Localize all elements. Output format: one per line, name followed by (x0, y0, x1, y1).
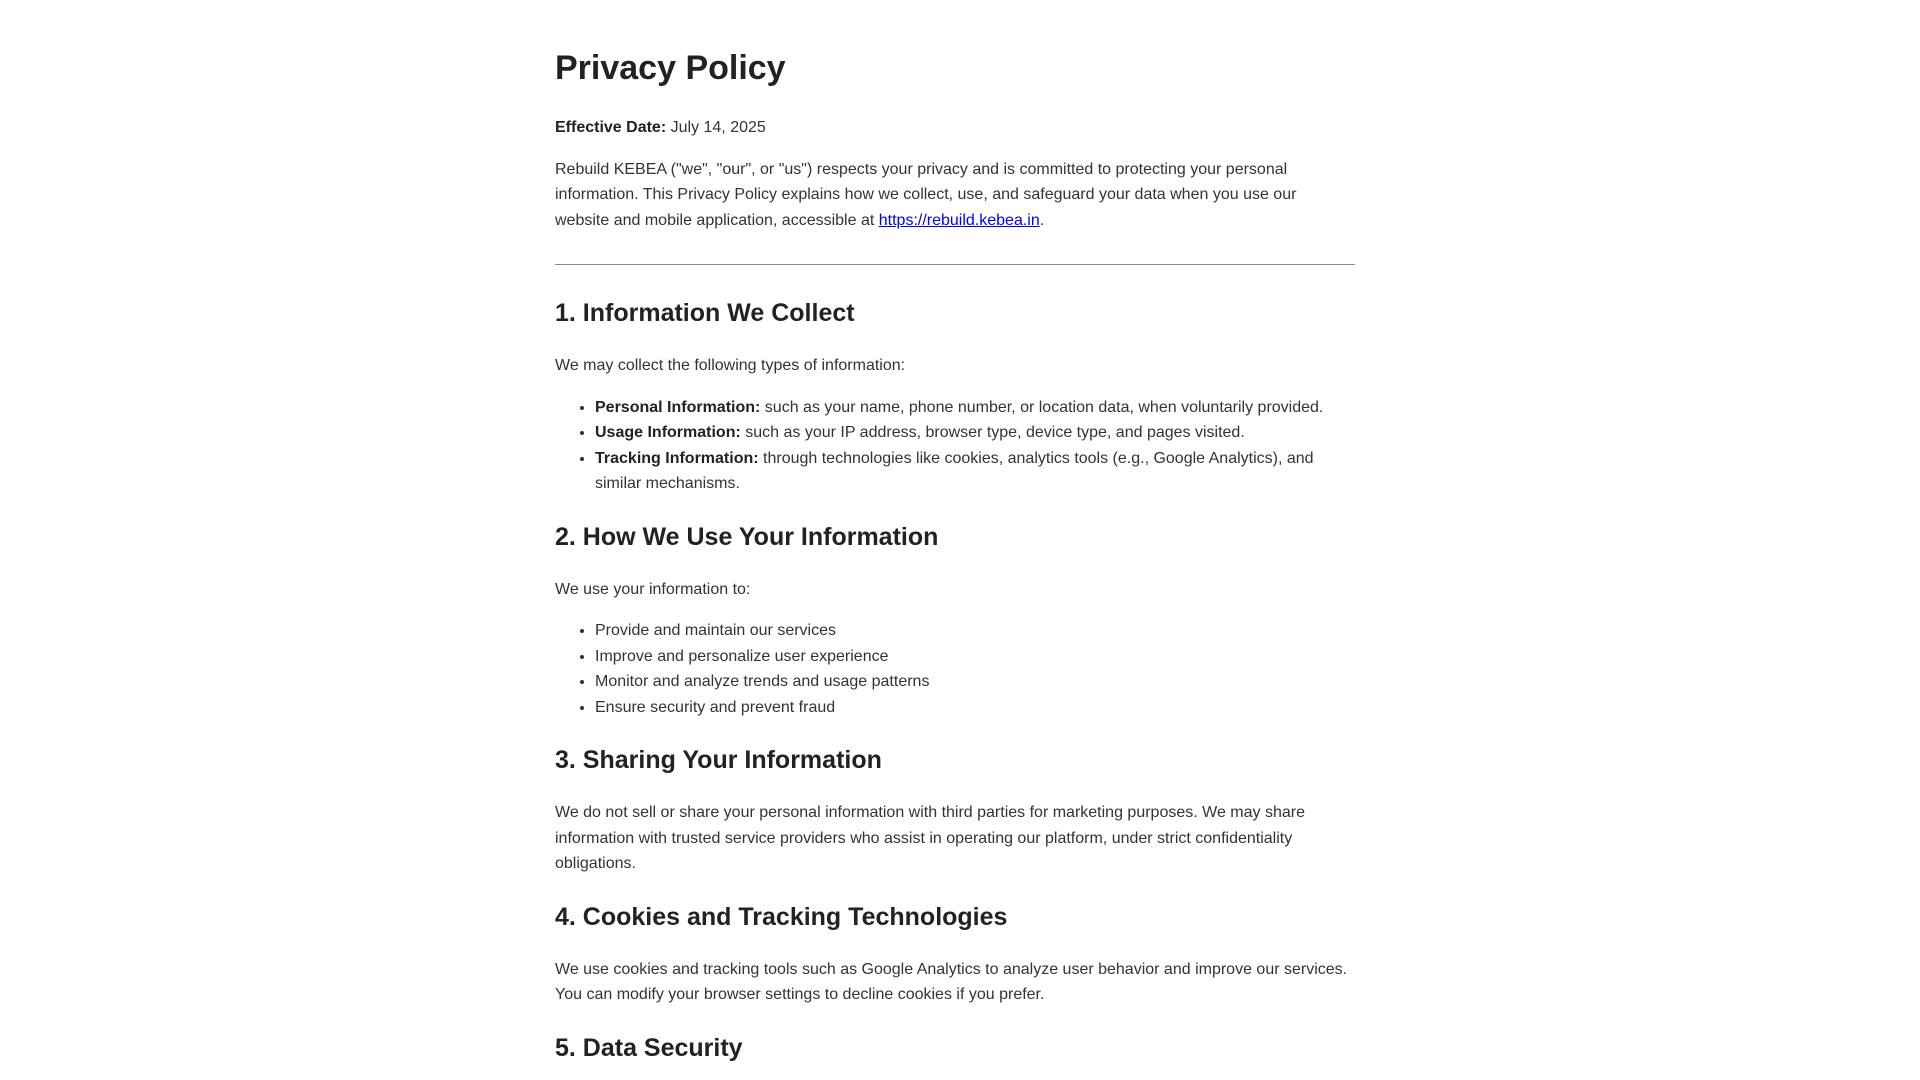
section-heading-use: 2. How We Use Your Information (555, 522, 939, 551)
effective-date-label: Effective Date: (555, 119, 667, 136)
section-heading-cookies: 4. Cookies and Tracking Technologies (555, 902, 1008, 931)
list-item (595, 446, 1355, 497)
section-lead-collect: We may collect the following types of information: (555, 357, 906, 374)
section-lead-use: We use your information to: (555, 580, 751, 598)
list-item: • Provide and maintain our services (595, 618, 1355, 644)
list-item-label: Usage Information: (595, 424, 741, 441)
list-item-label: Tracking Information: (595, 449, 759, 467)
list-item: • Improve and personalize user experience (595, 644, 1355, 670)
collect-list (555, 395, 1355, 497)
site-link[interactable]: https://rebuild.kebea.in (878, 211, 1040, 229)
list-item-label: Personal Information: (595, 398, 761, 416)
list-item (595, 395, 1355, 421)
effective-date-value: July 14, 2025 (670, 119, 766, 136)
use-list (555, 618, 1355, 720)
list-item: • Monitor and analyze trends and usage patterns (595, 669, 1355, 695)
policy-content (555, 0, 1355, 1063)
section-text-cookies: We use cookies and tracking tools such as Google Analytics to analyze user behavior and improve our services. You can modify your browser settings to decline cookies if you prefer. (555, 960, 1348, 1003)
section-text-sharing: We do not sell or share your personal information with third parties for marketing purposes. We may share information with trusted service providers who assist in operating our platform, under strict confidentiality obligations. (555, 804, 1305, 872)
list-item: • Ensure security and prevent fraud (595, 695, 1355, 721)
section-heading-security: 5. Data Security (555, 1033, 743, 1062)
intro-paragraph (555, 157, 1355, 234)
list-item-text: such as your IP address, browser type, device type, and pages visited. (740, 424, 1245, 441)
page-title: Privacy Policy (555, 49, 786, 87)
section-heading-sharing: 3. Sharing Your Information (555, 746, 882, 774)
list-item (595, 420, 1355, 446)
effective-date (555, 115, 1355, 141)
list-item-text: through technologies like cookies, analytics tools (e.g., Google Analytics), and similar mechanisms. (595, 449, 1314, 492)
vertical-scrollbar[interactable] (1910, 0, 1920, 1080)
section-heading-collect: 1. Information We Collect (555, 299, 855, 327)
divider (555, 264, 1355, 265)
intro-text: Rebuild KEBEA ("we", "our", or "us") respects your privacy and is committed to protecting your personal information. This Privacy Policy explains how we collect, use, and safeguard your data when you use our website and mobile application, accessible at (555, 160, 1297, 229)
intro-suffix: . (1039, 211, 1045, 229)
list-item-text: such as your name, phone number, or location data, when voluntarily provided. (760, 398, 1324, 416)
